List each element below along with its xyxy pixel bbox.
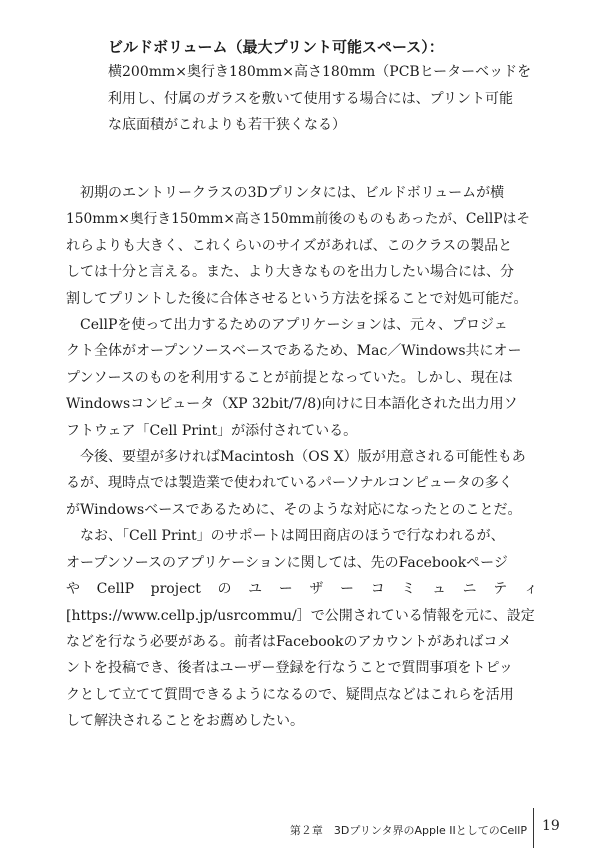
justified-word: ィ xyxy=(523,581,538,598)
spec-heading: ビルドボリューム（最大プリント可能スペース）： xyxy=(108,38,444,56)
body-line: フトウェア「Cell Print」が添付されている。 xyxy=(66,422,358,439)
body-line: 初期のエントリークラスの3Dプリンタには、ビルドボリュームが横 xyxy=(66,185,505,201)
running-footer-chapter: 第２章 3Dプリンタ界のApple IIとしてのCellP xyxy=(289,824,527,837)
justified-word: ュ xyxy=(431,581,446,598)
justified-word: ユ xyxy=(248,581,263,598)
body-line: れらよりも大きく、これくらいのサイズがあれば、このクラスの製品と xyxy=(66,237,513,254)
justified-word: project xyxy=(150,581,201,598)
justified-word: の xyxy=(217,581,232,598)
body-line: CellPを使って出力するためのアプリケーションは、元々、プロジェ xyxy=(66,317,508,334)
body-line: プンソースのものを利用することが前提となっていた。しかし、現在は xyxy=(66,369,513,386)
page-number: 19 xyxy=(542,818,560,834)
justified-word: ザ xyxy=(309,581,324,598)
footer-divider xyxy=(533,808,534,848)
justified-word: ミ xyxy=(401,581,416,598)
body-line: 割してプリントした後に合体させるという方法を採ることで対処可能だ。 xyxy=(66,290,528,307)
justified-word: CellP xyxy=(96,581,135,598)
justified-word: ー xyxy=(340,581,355,598)
body-line: がWindowsベースであるために、そのような対応になったとのことだ。 xyxy=(66,501,522,518)
body-line: して解決されることをお薦めしたい。 xyxy=(66,713,304,730)
justified-word: ニ xyxy=(462,581,477,598)
body-line: 150mm×奥行き150mm×高さ150mm前後のものもあったが、CellPはそ xyxy=(66,211,531,228)
spec-line: 利用し、付属のガラスを敷いて使用する場合には、プリント可能 xyxy=(108,90,514,107)
body-line-justified xyxy=(66,576,538,602)
build-volume-spec xyxy=(108,36,548,139)
justified-word: ー xyxy=(278,581,293,598)
body-line: などを行なう必要がある。前者はFacebookのアカウントがあればコメ xyxy=(66,633,512,650)
body-line: [https://www.cellp.jp/usrcommu/］で公開されている情報を元に、設定 xyxy=(66,607,535,624)
body-line: しては十分と言える。また、より大きなものを出力したい場合には、分 xyxy=(66,264,514,281)
justified-word: テ xyxy=(493,581,508,598)
body-line: オープンソースのアプリケーションに関しては、先のFacebookページ xyxy=(66,554,508,571)
page-footer xyxy=(0,808,600,848)
justified-word: や xyxy=(66,581,80,598)
body-line: クとして立てて質問できるようになるので、疑問点などはこれらを活用 xyxy=(66,686,514,703)
body-line: 今後、要望が多ければMacintosh（OS X）版が用意される可能性もあ xyxy=(66,449,526,466)
spec-line: な底面積がこれよりも若干狭くなる） xyxy=(108,117,346,133)
body-line: なお、「Cell Print」のサポートは岡田商店のほうで行なわれるが、 xyxy=(66,528,505,545)
body-text xyxy=(66,180,538,735)
body-line: ントを投稿でき、後者はユーザー登録を行なうことで質問事項をトピッ xyxy=(66,660,513,677)
body-line: るが、現時点では製造業で使われているパーソナルコンピュータの多く xyxy=(66,475,513,492)
justified-word: コ xyxy=(370,581,385,598)
body-line: Windowsコンピュータ（XP 32bit/7/8)向けに日本語化された出力用ソ xyxy=(66,396,518,413)
spec-line: 横200mm×奥行き180mm×高さ180mm（PCBヒーターベッドを xyxy=(108,64,532,80)
body-line: クト全体がオープンソースベースであるため、Mac／Windows共にオー xyxy=(66,343,522,360)
